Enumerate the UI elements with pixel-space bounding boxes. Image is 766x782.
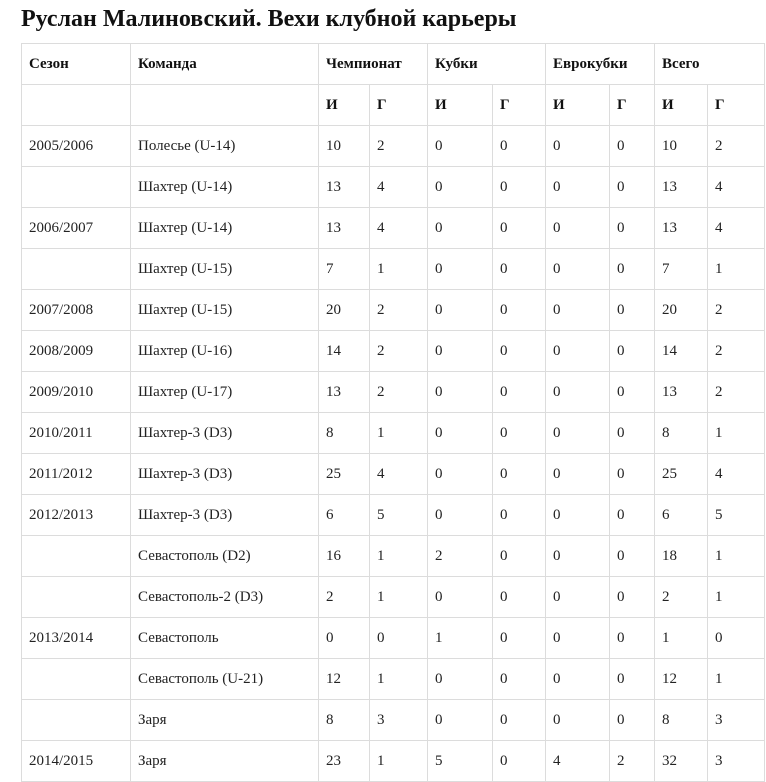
table-row: [22, 208, 765, 249]
team-cell: Шахтер-3 (D3): [131, 495, 319, 536]
league-games-cell: 23: [319, 741, 370, 782]
league-games-cell: 0: [319, 618, 370, 659]
header-cups-games: И: [428, 85, 493, 126]
career-table: [21, 43, 765, 782]
season-cell: [22, 577, 131, 618]
team-cell: Шахтер (U-17): [131, 372, 319, 413]
header-row-groups: [22, 44, 765, 85]
total-goals-cell: 2: [708, 331, 765, 372]
total-goals-cell: 1: [708, 536, 765, 577]
season-cell: 2005/2006: [22, 126, 131, 167]
cups-games-cell: 1: [428, 618, 493, 659]
eurocups-games-cell: 0: [546, 495, 610, 536]
total-games-cell: 18: [655, 536, 708, 577]
header-league-games: И: [319, 85, 370, 126]
season-cell: 2014/2015: [22, 741, 131, 782]
team-cell: Заря: [131, 700, 319, 741]
eurocups-games-cell: 0: [546, 290, 610, 331]
cups-goals-cell: 0: [493, 331, 546, 372]
table-row: [22, 700, 765, 741]
team-cell: Севастополь (U-21): [131, 659, 319, 700]
table-row: [22, 454, 765, 495]
league-goals-cell: 5: [370, 495, 428, 536]
season-cell: 2011/2012: [22, 454, 131, 495]
eurocups-goals-cell: 0: [610, 495, 655, 536]
season-cell: [22, 659, 131, 700]
cups-games-cell: 0: [428, 290, 493, 331]
league-games-cell: 6: [319, 495, 370, 536]
cups-games-cell: 5: [428, 741, 493, 782]
table-row: [22, 659, 765, 700]
team-cell: Шахтер (U-14): [131, 167, 319, 208]
league-games-cell: 16: [319, 536, 370, 577]
table-row: [22, 372, 765, 413]
eurocups-games-cell: 0: [546, 659, 610, 700]
table-row: [22, 126, 765, 167]
total-goals-cell: 1: [708, 249, 765, 290]
total-goals-cell: 5: [708, 495, 765, 536]
table-row: [22, 495, 765, 536]
header-league: Чемпионат: [319, 44, 428, 85]
season-cell: 2012/2013: [22, 495, 131, 536]
league-games-cell: 14: [319, 331, 370, 372]
season-cell: [22, 167, 131, 208]
league-games-cell: 12: [319, 659, 370, 700]
eurocups-goals-cell: 0: [610, 618, 655, 659]
team-cell: Шахтер (U-15): [131, 249, 319, 290]
cups-goals-cell: 0: [493, 413, 546, 454]
eurocups-games-cell: 0: [546, 577, 610, 618]
eurocups-games-cell: 0: [546, 454, 610, 495]
season-cell: 2009/2010: [22, 372, 131, 413]
total-goals-cell: 2: [708, 372, 765, 413]
total-goals-cell: 1: [708, 577, 765, 618]
cups-games-cell: 0: [428, 126, 493, 167]
header-empty-cell: [22, 85, 131, 126]
header-eurocups-games: И: [546, 85, 610, 126]
cups-games-cell: 0: [428, 700, 493, 741]
cups-games-cell: 0: [428, 577, 493, 618]
team-cell: Заря: [131, 741, 319, 782]
total-games-cell: 8: [655, 700, 708, 741]
eurocups-games-cell: 0: [546, 700, 610, 741]
table-row: [22, 536, 765, 577]
league-goals-cell: 4: [370, 208, 428, 249]
eurocups-games-cell: 0: [546, 413, 610, 454]
cups-goals-cell: 0: [493, 659, 546, 700]
cups-games-cell: 0: [428, 249, 493, 290]
header-eurocups-goals: Г: [610, 85, 655, 126]
season-cell: 2008/2009: [22, 331, 131, 372]
eurocups-games-cell: 0: [546, 536, 610, 577]
league-games-cell: 7: [319, 249, 370, 290]
league-goals-cell: 1: [370, 249, 428, 290]
header-row-stats: [22, 85, 765, 126]
cups-goals-cell: 0: [493, 741, 546, 782]
table-row: [22, 249, 765, 290]
eurocups-games-cell: 4: [546, 741, 610, 782]
cups-games-cell: 0: [428, 454, 493, 495]
cups-games-cell: 0: [428, 659, 493, 700]
eurocups-games-cell: 0: [546, 126, 610, 167]
team-cell: Полесье (U-14): [131, 126, 319, 167]
cups-goals-cell: 0: [493, 618, 546, 659]
eurocups-goals-cell: 0: [610, 167, 655, 208]
season-cell: 2010/2011: [22, 413, 131, 454]
table-row: [22, 413, 765, 454]
table-row: [22, 741, 765, 782]
eurocups-goals-cell: 0: [610, 331, 655, 372]
cups-goals-cell: 0: [493, 536, 546, 577]
cups-games-cell: 0: [428, 208, 493, 249]
team-cell: Севастополь (D2): [131, 536, 319, 577]
eurocups-goals-cell: 0: [610, 208, 655, 249]
total-games-cell: 13: [655, 208, 708, 249]
total-games-cell: 20: [655, 290, 708, 331]
cups-games-cell: 2: [428, 536, 493, 577]
eurocups-goals-cell: 0: [610, 659, 655, 700]
table-row: [22, 331, 765, 372]
total-games-cell: 25: [655, 454, 708, 495]
eurocups-goals-cell: 0: [610, 454, 655, 495]
total-goals-cell: 2: [708, 290, 765, 331]
league-games-cell: 25: [319, 454, 370, 495]
season-cell: [22, 700, 131, 741]
header-cups: Кубки: [428, 44, 546, 85]
league-games-cell: 8: [319, 700, 370, 741]
league-games-cell: 10: [319, 126, 370, 167]
team-cell: Севастополь-2 (D3): [131, 577, 319, 618]
cups-goals-cell: 0: [493, 372, 546, 413]
total-games-cell: 12: [655, 659, 708, 700]
cups-goals-cell: 0: [493, 577, 546, 618]
total-goals-cell: 1: [708, 413, 765, 454]
page-title: Руслан Малиновский. Вехи клубной карьеры: [21, 6, 517, 32]
header-total-goals: Г: [708, 85, 765, 126]
cups-goals-cell: 0: [493, 126, 546, 167]
total-games-cell: 14: [655, 331, 708, 372]
cups-games-cell: 0: [428, 372, 493, 413]
total-goals-cell: 2: [708, 126, 765, 167]
cups-goals-cell: 0: [493, 700, 546, 741]
league-goals-cell: 4: [370, 454, 428, 495]
eurocups-goals-cell: 0: [610, 126, 655, 167]
eurocups-games-cell: 0: [546, 249, 610, 290]
total-games-cell: 10: [655, 126, 708, 167]
eurocups-games-cell: 0: [546, 331, 610, 372]
cups-goals-cell: 0: [493, 495, 546, 536]
header-empty-cell: [131, 85, 319, 126]
total-goals-cell: 4: [708, 167, 765, 208]
league-goals-cell: 2: [370, 331, 428, 372]
header-eurocups: Еврокубки: [546, 44, 655, 85]
total-games-cell: 13: [655, 167, 708, 208]
team-cell: Шахтер (U-16): [131, 331, 319, 372]
season-cell: 2006/2007: [22, 208, 131, 249]
table-row: [22, 290, 765, 331]
league-goals-cell: 1: [370, 577, 428, 618]
league-games-cell: 8: [319, 413, 370, 454]
total-games-cell: 32: [655, 741, 708, 782]
league-goals-cell: 2: [370, 126, 428, 167]
total-goals-cell: 0: [708, 618, 765, 659]
table-body: [22, 126, 765, 782]
league-goals-cell: 1: [370, 536, 428, 577]
total-goals-cell: 4: [708, 208, 765, 249]
season-cell: 2013/2014: [22, 618, 131, 659]
league-goals-cell: 1: [370, 413, 428, 454]
league-goals-cell: 2: [370, 372, 428, 413]
cups-games-cell: 0: [428, 331, 493, 372]
header-season: Сезон: [22, 44, 131, 85]
league-games-cell: 13: [319, 372, 370, 413]
season-cell: [22, 249, 131, 290]
total-games-cell: 13: [655, 372, 708, 413]
total-games-cell: 7: [655, 249, 708, 290]
eurocups-goals-cell: 0: [610, 577, 655, 618]
league-games-cell: 13: [319, 208, 370, 249]
header-total: Всего: [655, 44, 765, 85]
eurocups-games-cell: 0: [546, 208, 610, 249]
cups-goals-cell: 0: [493, 167, 546, 208]
table-row: [22, 618, 765, 659]
eurocups-goals-cell: 0: [610, 290, 655, 331]
total-games-cell: 6: [655, 495, 708, 536]
cups-goals-cell: 0: [493, 249, 546, 290]
team-cell: Шахтер-3 (D3): [131, 454, 319, 495]
cups-games-cell: 0: [428, 167, 493, 208]
eurocups-goals-cell: 0: [610, 700, 655, 741]
total-games-cell: 2: [655, 577, 708, 618]
header-total-games: И: [655, 85, 708, 126]
total-goals-cell: 1: [708, 659, 765, 700]
cups-goals-cell: 0: [493, 454, 546, 495]
team-cell: Шахтер (U-14): [131, 208, 319, 249]
total-goals-cell: 3: [708, 700, 765, 741]
team-cell: Шахтер-3 (D3): [131, 413, 319, 454]
team-cell: Севастополь: [131, 618, 319, 659]
league-goals-cell: 2: [370, 290, 428, 331]
team-cell: Шахтер (U-15): [131, 290, 319, 331]
total-goals-cell: 3: [708, 741, 765, 782]
cups-games-cell: 0: [428, 495, 493, 536]
eurocups-games-cell: 0: [546, 167, 610, 208]
total-games-cell: 8: [655, 413, 708, 454]
league-goals-cell: 1: [370, 741, 428, 782]
header-league-goals: Г: [370, 85, 428, 126]
cups-games-cell: 0: [428, 413, 493, 454]
eurocups-goals-cell: 0: [610, 413, 655, 454]
cups-goals-cell: 0: [493, 290, 546, 331]
total-games-cell: 1: [655, 618, 708, 659]
table-row: [22, 167, 765, 208]
league-games-cell: 20: [319, 290, 370, 331]
league-goals-cell: 0: [370, 618, 428, 659]
league-goals-cell: 4: [370, 167, 428, 208]
league-games-cell: 13: [319, 167, 370, 208]
league-goals-cell: 3: [370, 700, 428, 741]
eurocups-goals-cell: 0: [610, 249, 655, 290]
eurocups-games-cell: 0: [546, 618, 610, 659]
table-row: [22, 577, 765, 618]
eurocups-games-cell: 0: [546, 372, 610, 413]
header-cups-goals: Г: [493, 85, 546, 126]
eurocups-goals-cell: 2: [610, 741, 655, 782]
season-cell: 2007/2008: [22, 290, 131, 331]
season-cell: [22, 536, 131, 577]
cups-goals-cell: 0: [493, 208, 546, 249]
league-games-cell: 2: [319, 577, 370, 618]
league-goals-cell: 1: [370, 659, 428, 700]
header-team: Команда: [131, 44, 319, 85]
eurocups-goals-cell: 0: [610, 536, 655, 577]
total-goals-cell: 4: [708, 454, 765, 495]
eurocups-goals-cell: 0: [610, 372, 655, 413]
